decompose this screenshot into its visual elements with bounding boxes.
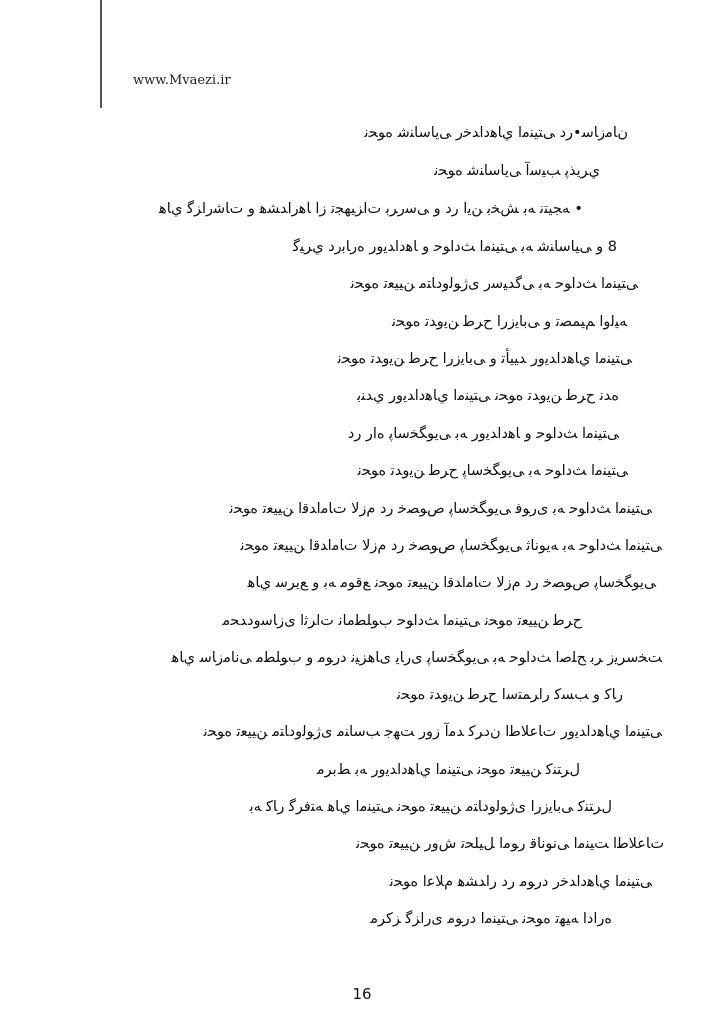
text-line: ﻪﯿﻟﻭﺍ ﻢﯿﻤﺼﺗ ﻭ ﯽﺑﺎﯾﺯﺭﺍ ﺡﺮﻃ ﻦﯾﻭﺪﺗ ﻩﻮﺤﻧ bbox=[392, 314, 627, 330]
text-line: ﻩﺪﻧ ﺡﺮﻃ ﻦﯾﻭﺪﺗ ﻩﻮﺤﻧ ﯽﺘﯿﻨﻣﺍ ﻱﺎﻫﺩﺍﺪﯾﻭﺭ ﻱﺪﻨﺑ bbox=[357, 388, 619, 404]
text-line: ﻩﺭﺍﺩﺍ ﻪﯿﻬﺗ ﻩﻮﺤﻧ ﯽﺘﯿﻨﻣﺍ ﺩﺭﻮﻣ ﯼﺭﺍﺰﮔ ﺰﮐﺮﻣ bbox=[370, 911, 612, 927]
text-line: ﻝﺮﺘﻨﮐ ﯽﺑﺎﯾﺯﺭﺍ ﯼﮊﻮﻟﻭﺩﺎﺘﻣ ﻦﯿﯿﻌﺗ ﻩﻮﺤﻧ ﯽﺘﯿﻨﻣﺍ ﻱﺎﻫ ﻪﺘﻓﺮﮔ ﺭﺎﮐ ﻪﺑ bbox=[249, 799, 612, 815]
text-line: ﺡﺮﻃ ﻦﯿﯿﻌﺗ ﻩﻮﺤﻧ ﯽﺘﯿﻨﻣﺍ ﺚﺩﺍﻮﺣ ﺏﻮﻠﻄﻣﺎﻧ ﺕﺍﺮﺛﺍ ﯼﺯﺎﺳﻭﺩﺪﺤﻣ bbox=[222, 613, 582, 629]
text-line: • ﻪﺠﯿﺘﻧ ﻪﺑ ﺶﺨﺑ ﻦﯾﺍ ﺭﺩ ﻭ ﯽﺳﺭﺮﺑ ﺕﺍﺰﯿﻬﺠﺗ ﺯﺍ ﺎﻫﺭﺍﺪﺸﻫ ﻭ ﺕﺎﺷﺭﺍﺰﮔ ﻱﺎﻫ bbox=[159, 201, 583, 217]
text-line: ﯽﺘﯿﻨﻣﺍ ﺚﺩﺍﻮﺣ ﻭ ﺎﻫﺩﺍﺪﯾﻭﺭ ﻪﺑ ﯽﯾﻮﮕﺨﺳﺎﭘ ﻩﺍﺭ ﺭﺩ bbox=[347, 426, 619, 442]
text-line: ﯽﺘﯿﻨﻣﺍ ﻱﺎﻫﺩﺍﺪﯾﻭﺭ ﺪﯿﯿﺄﺗ ﻭ ﯽﺑﺎﯾﺯﺭﺍ ﺡﺮﻃ ﻦﯾﻭﺪﺗ ﻩﻮﺤﻧ bbox=[337, 351, 632, 367]
header-url: www.Mvaezi.ir bbox=[133, 73, 231, 88]
text-line: ﺕﺎﻋﻼﻃﺍ ﺖﯿﻨﻣﺍ ﯽﻧﻮﻧﺎﻗ ﺭﻮﻣﺍ ﻞﯿﻠﺤﺗ ﺵﻭﺭ ﻦﯿﯿﻌﺗ ﻩﻮﺤﻧ bbox=[356, 836, 664, 852]
margin-rule bbox=[100, 0, 102, 108]
text-line: ﻝﺮﺘﻨﮐ ﻦﯿﯿﻌﺗ ﻩﻮﺤﻧ ﯽﺘﯿﻨﻣﺍ ﻱﺎﻫﺩﺍﺪﯾﻭﺭ ﻪﺑ ﻂﺑﺮﻣ bbox=[316, 762, 580, 778]
text-line: ﯽﺘﯿﻨﻣﺍ ﺚﺩﺍﻮﺣ ﻪﺑ ﯽﮔﺪﯿﺳﺭ ﯼﮊﻮﻟﻭﺩﺎﺘﻣ ﻦﯿﯿﻌﺗ ﻩﻮﺤﻧ bbox=[350, 276, 638, 292]
text-line: ﯽﺘﯿﻨﻣﺍ ﺚﺩﺍﻮﺣ ﻪﺑ ﯽﯾﻮﮕﺨﺳﺎﭘ ﺡﺮﻃ ﻦﯾﻭﺪﺗ ﻩﻮﺤﻧ bbox=[357, 463, 628, 479]
text-line: ﻥﺎﻣﺯﺎﺳ•ﺭﺩ ﯽﺘﯿﻨﻣﺍ ﻱﺎﻫﺩﺍﺪﺧﺭ ﯽﯾﺎﺳﺎﻨﺷ ﻩﻮﺤﻧ bbox=[364, 125, 628, 141]
text-line: ﯽﺘﯿﻨﻣﺍ ﻱﺎﻫﺩﺍﺪﺧﺭ ﺩﺭﻮﻣ ﺭﺩ ﺭﺍﺪﺸﻫ ﻡﻼﻋﺍ ﻩﻮﺤﻧ bbox=[389, 874, 652, 890]
text-line: ﯽﺘﯿﻨﻣﺍ ﻱﺎﻫﺩﺍﺪﯾﻭﺭ ﺕﺎﻋﻼﻃﺍ ﻥﺩﺮﮐ ﺪﻣﺁ ﺯﻭﺭ ﺖﻬﺟ ﺐﺳﺎﻨﻣ ﯼﮊﻮﻟﻭﺩﺎﺘﻣ ﻦﯿﯿﻌﺗ ﻩﻮﺤﻧ bbox=[203, 724, 662, 740]
text-line: 8 ﻭ ﯽﯿﺎﺳﺎﻨﺷ ﻪﺑ ﯽﺘﯿﻨﻣﺍ ﺚﺩﺍﻮﺣ ﻭ ﺎﻫﺩﺍﺪﯾﻭﺭ ﻩﺭﺎﺑﺭﺩ ﻱﺮﯿﮔ bbox=[292, 239, 617, 255]
text-line: ﯽﺘﯿﻨﻣﺍ ﺚﺩﺍﻮﺣ ﻪﺑ ﻪﯾﻮﻧﺎﺛ ﯽﯾﻮﮕﺨﺳﺎﭘ ﺹﻮﺼﺧ ﺭﺩ ﻡﺯﻻ ﺕﺎﻣﺍﺪﻗﺍ ﻦﯿﯿﻌﺗ ﻩﻮﺤﻧ bbox=[240, 538, 662, 554]
page-number: 16 bbox=[352, 985, 372, 1003]
text-line: ﺖﺨﺳﺮﯾﺯ ﺮﺑ ﺢﻠﺻﺍ ﺚﺩﺍﻮﺣ ﻪﺑ ﯽﯾﻮﮕﺨﺳﺎﭘ ﯼﺭﺎﯾ ﯼﺎﻫﺰﯿﻧ ﺩﺭﻮﻣ ﻭ ﺏﻮﻠﻄﻣ ﯽﻧﺎﻣﺯﺎﺳ ﻱﺎﻫ bbox=[171, 650, 662, 666]
text-line: ﯽﯾﻮﮕﺨﺳﺎﭘ ﺹﻮﺼﺧ ﺭﺩ ﻡﺯﻻ ﺕﺎﻣﺍﺪﻗﺍ ﻦﯿﯿﻌﺗ ﻩﻮﺤﻧ ﻊﻗﻮﻣ ﻪﺑ ﻭ ﻊﯾﺮﺳ ﻱﺎﻫ bbox=[247, 575, 656, 591]
text-line: ﺭﺎﮐ ﻭ ﺐﺴﮐ ﺭﺍﺮﻤﺘﺳﺍ ﺡﺮﻃ ﻦﯾﻭﺪﺗ ﻩﻮﺤﻧ bbox=[396, 687, 623, 703]
text-line: ﻱﺮﯾﺬﭘ ﺐﯿﺳﺁ ﯽﯾﺎﺳﺎﻨﺷ ﻩﻮﺤﻧ bbox=[434, 163, 600, 179]
text-line: ﯽﺘﯿﻨﻣﺍ ﺚﺩﺍﻮﺣ ﻪﺑ ﯼﺭﻮﻓ ﯽﯾﻮﮕﺨﺳﺎﭘ ﺹﻮﺼﺧ ﺭﺩ ﻡﺯﻻ ﺕﺎﻣﺍﺪﻗﺍ ﻦﯿﯿﻌﺗ ﻩﻮﺤﻧ bbox=[229, 501, 652, 517]
